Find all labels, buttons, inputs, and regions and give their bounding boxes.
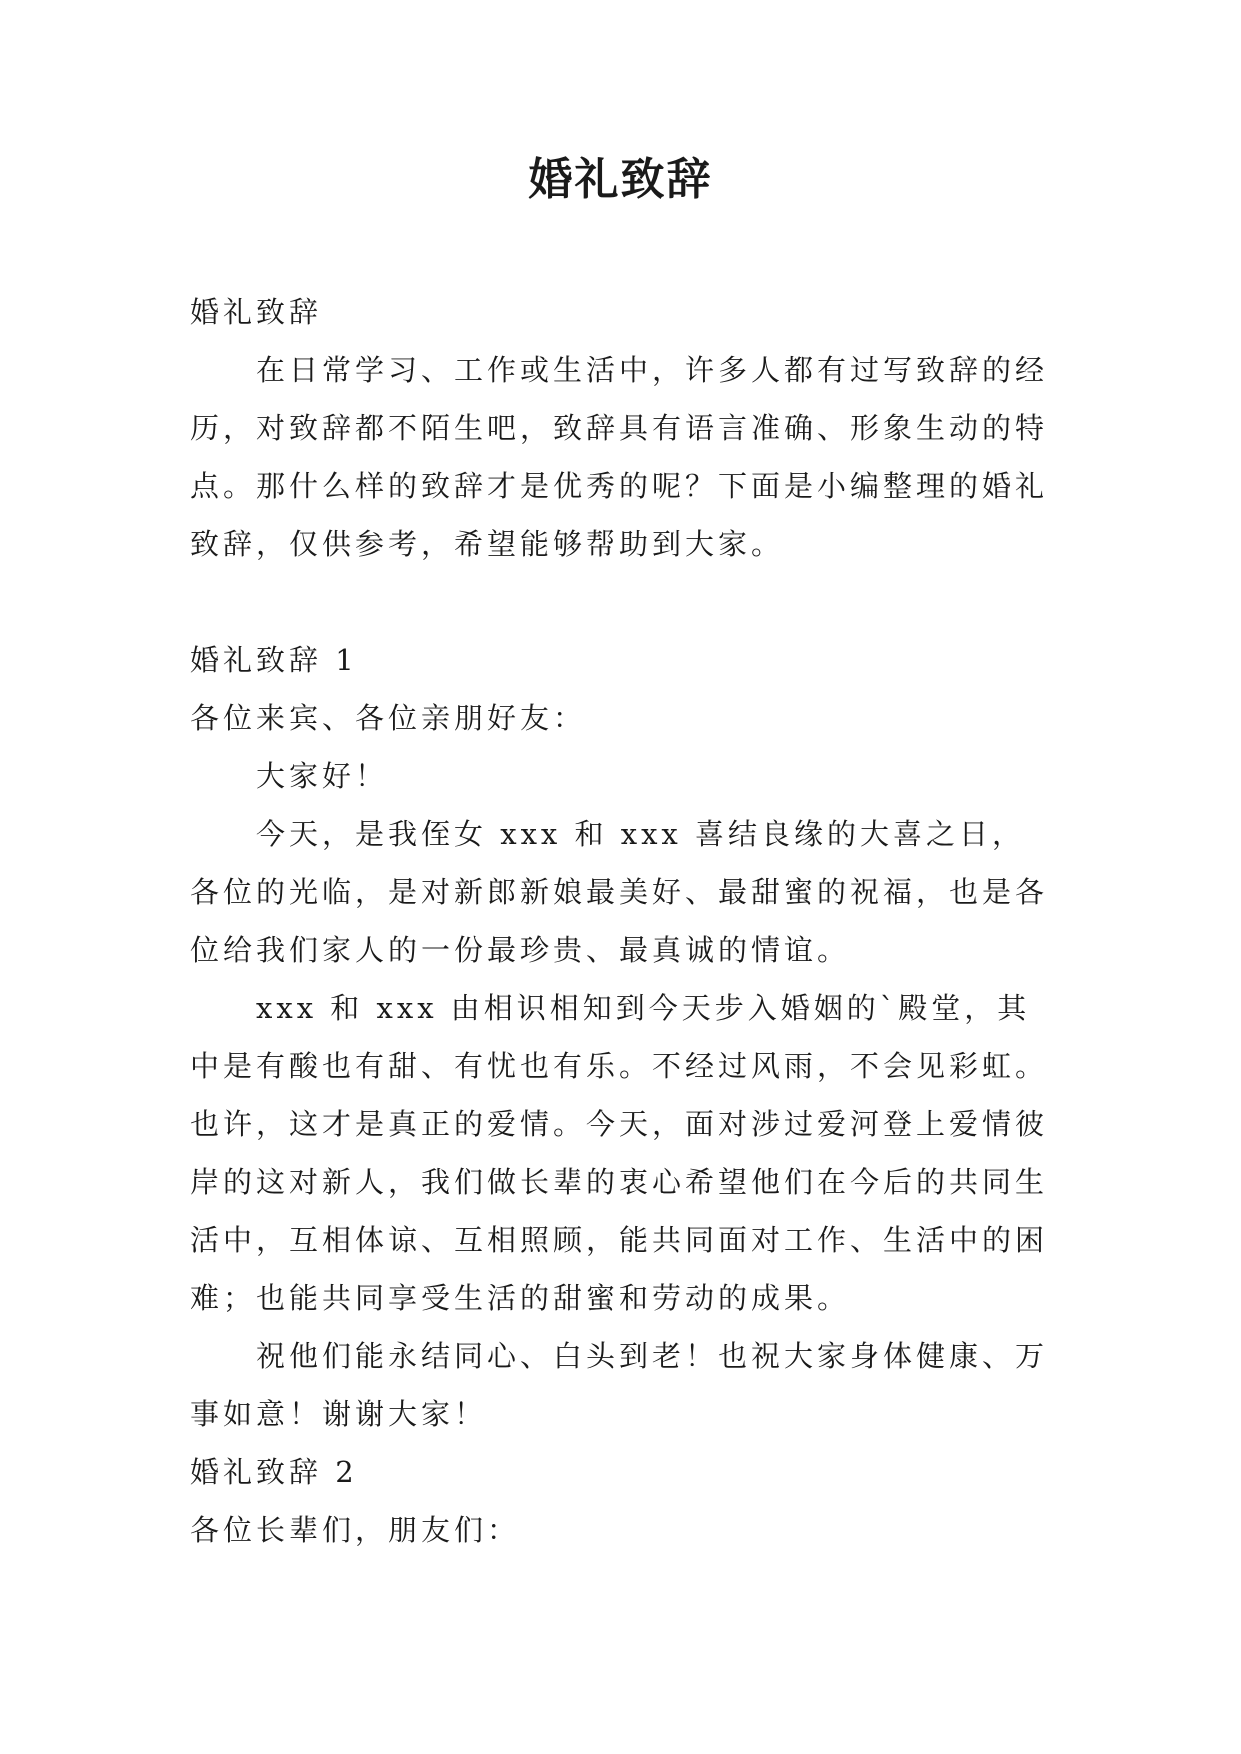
greeting-paragraph: 大家好！ [256, 759, 389, 793]
salutation-1: 各位来宾、各位亲朋好友： [190, 701, 587, 735]
intro-paragraph: 在日常学习、工作或生活中，许多人都有过写致辞的经历，对致辞都不陌生吧，致辞具有语言准确、形象生动的特点。那什么样的致辞才是优秀的呢？下面是小编整理的婚礼致辞，仅供参考，希望能够帮助到大家。 [190, 353, 1049, 561]
speech-paragraph-2: xxx 和 xxx 由相识相知到今天步入婚姻的`殿堂，其中是有酸也有甜、有忧也有乐。不经过风雨，不会见彩虹。也许，这才是真正的爱情。今天，面对涉过爱河登上爱情彼岸的这对新人，我们做长辈的衷心希望他们在今后的共同生活中，互相体谅、互相照顾，能共同面对工作、生活中的困难；也能共同享受生活的甜蜜和劳动的成果。 [190, 991, 1049, 1315]
intro-heading: 婚礼致辞 [190, 295, 323, 329]
section-heading-2: 婚礼致辞 2 [190, 1455, 358, 1489]
section-heading-1: 婚礼致辞 1 [190, 643, 358, 677]
document-title: 婚礼致辞 [528, 154, 713, 205]
speech-paragraph-1: 今天，是我侄女 xxx 和 xxx 喜结良缘的大喜之日，各位的光临，是对新郎新娘最美好、最甜蜜的祝福，也是各位给我们家人的一份最珍贵、最真诚的情谊。 [190, 817, 1049, 967]
speech-paragraph-3: 祝他们能永结同心、白头到老！也祝大家身体健康、万事如意！谢谢大家！ [190, 1339, 1049, 1431]
salutation-2: 各位长辈们，朋友们： [190, 1513, 521, 1547]
document-body [190, 283, 1050, 1559]
